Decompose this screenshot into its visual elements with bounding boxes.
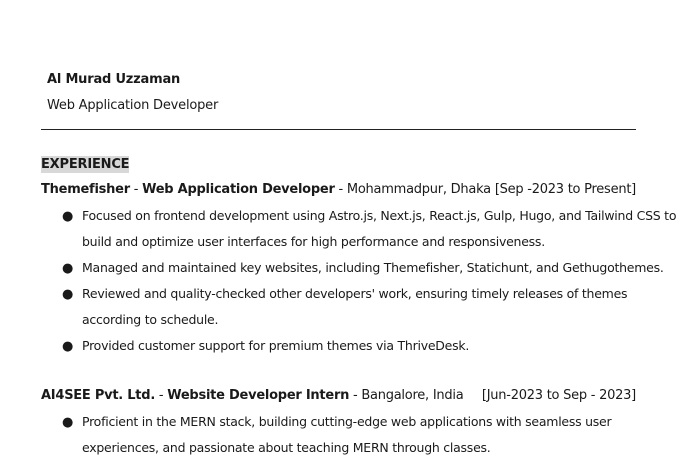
- bullet-text: Focused on frontend development using Astro.js, Next.js, React.js, Gulp, Hugo, and Tailwind CSS to: [82, 208, 677, 223]
- name: Al Murad Uzzaman: [47, 72, 181, 87]
- bullet-text: Managed and maintained key websites, including Themefisher, Statichunt, and Gethugothemes.: [82, 260, 664, 275]
- bullet-text: build and optimize user interfaces for high performance and responsiveness.: [82, 234, 545, 249]
- job-location: Bangalore, India: [361, 388, 464, 403]
- bullet-text: Provided customer support for premium themes via ThriveDesk.: [82, 338, 470, 353]
- bullet-text: according to schedule.: [82, 312, 219, 327]
- bullet-icon: ●: [62, 287, 74, 302]
- job-heading: [41, 388, 636, 403]
- job-title: Web Application Developer: [47, 98, 219, 113]
- job-dates: [Sep -2023 to Present]: [494, 182, 636, 197]
- job-location: Mohammadpur, Dhaka: [346, 182, 491, 197]
- job-heading: [41, 182, 636, 197]
- job-dates: [Jun-2023 to Sep - 2023]: [481, 388, 636, 403]
- job-role: Web Application Developer: [142, 182, 335, 197]
- separator: -: [155, 388, 168, 403]
- job-role: Website Developer Intern: [167, 388, 350, 403]
- company-name: Themefisher: [41, 182, 130, 197]
- bullet-icon: ●: [62, 261, 74, 276]
- bullet-icon: ●: [62, 415, 74, 430]
- bullet-icon: ●: [62, 209, 74, 224]
- section-title-experience: EXPERIENCE: [41, 157, 130, 172]
- bullet-text: experiences, and passionate about teaching MERN through classes.: [82, 440, 491, 455]
- separator: -: [129, 182, 143, 197]
- separator: -: [334, 182, 347, 197]
- bullet-text: Proficient in the MERN stack, building cutting-edge web applications with seamless user: [82, 414, 612, 429]
- bullet-text: Reviewed and quality-checked other developers' work, ensuring timely releases of themes: [82, 286, 628, 301]
- separator: -: [349, 388, 362, 403]
- divider: [41, 129, 636, 130]
- company-name: AI4SEE Pvt. Ltd.: [41, 388, 156, 403]
- bullet-icon: ●: [62, 339, 74, 354]
